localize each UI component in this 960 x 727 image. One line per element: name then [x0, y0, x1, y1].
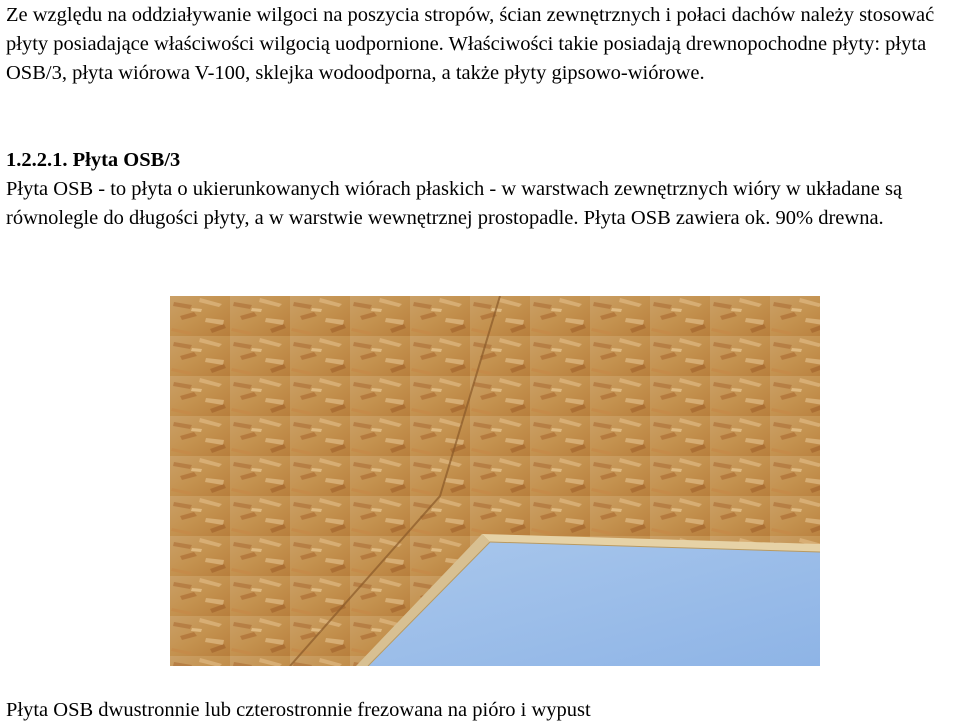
- photo-caption: Płyta OSB dwustronnie lub czterostronnie frezowana na pióro i wypust: [6, 699, 591, 721]
- osb-description-paragraph: Płyta OSB - to płyta o ukierunkowanych wiórach płaskich - w warstwach zewnętrznych wióry w układane są równolegle do długości płyty, a w warstwie wewnętrznej prostopadle. Płyta OSB zawiera ok. 90% drewna.: [6, 178, 903, 229]
- intro-paragraph: Ze względu na oddziaływanie wilgoci na poszycia stropów, ścian zewnętrznych i połaci dachów należy stosować płyty posiadające właściwości wilgocią uodpornione. Właściwości takie posiadają drewnopochodne płyty: płyta OSB/3, płyta wiórowa V-100, sklejka wodoodporna, a także płyty gipsowo-wiórowe.: [6, 4, 935, 84]
- osb-board-photo: [170, 296, 820, 666]
- section-heading: 1.2.2.1. Płyta OSB/3: [6, 149, 181, 171]
